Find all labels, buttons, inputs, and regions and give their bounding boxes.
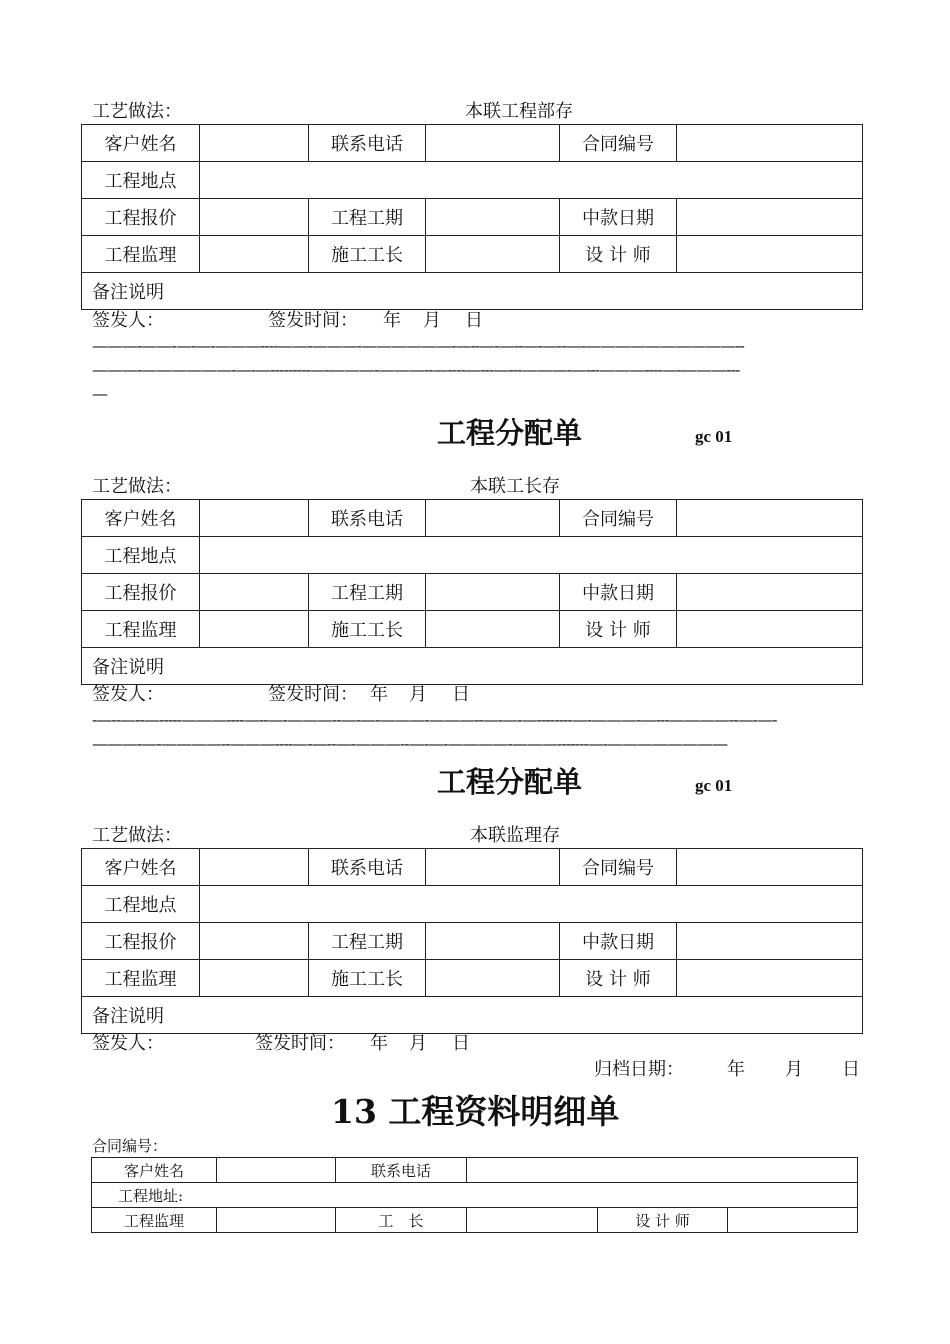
foreman-label: 施工工长 (309, 611, 426, 648)
quote-field[interactable] (200, 199, 309, 236)
mid-payment-date-label: 中款日期 (560, 923, 677, 960)
foreman-field[interactable] (426, 236, 560, 273)
month-label: 月 (409, 1033, 427, 1054)
contract-no-field[interactable] (677, 125, 863, 162)
designer-field[interactable] (677, 236, 863, 273)
form-code: gc 01 (695, 776, 733, 795)
foreman-field[interactable] (467, 1208, 598, 1233)
designer-label: 设 计 师 (560, 611, 677, 648)
copy-note: 本联工长存 (470, 476, 560, 497)
issue-time-label: 签发时间： (255, 1033, 345, 1054)
phone-field[interactable] (426, 849, 560, 886)
customer-name-label: 客户姓名 (82, 849, 200, 886)
assignment-table (81, 848, 863, 1034)
designer-field[interactable] (677, 611, 863, 648)
site-field[interactable] (200, 162, 863, 199)
assignment-table (81, 499, 863, 685)
assignment-table (81, 124, 863, 310)
cut-line: ———-——-—-—-———----——-———-——————-—--—-—--—-—--—-——————————-- (92, 336, 744, 355)
designer-label: 设 计 师 (560, 236, 677, 273)
quote-field[interactable] (200, 574, 309, 611)
year-label: 年 (370, 684, 388, 705)
customer-name-label: 客户姓名 (92, 1158, 217, 1183)
process-label: 工艺做法： (92, 476, 182, 497)
phone-field[interactable] (426, 500, 560, 537)
process-label: 工艺做法： (92, 825, 182, 846)
designer-field[interactable] (677, 960, 863, 997)
contract-no-label: 合同编号 (560, 125, 677, 162)
supervisor-label: 工程监理 (82, 960, 200, 997)
month-label: 月 (423, 310, 441, 331)
remarks-label[interactable]: 备注说明 (82, 273, 863, 310)
issue-time-label: 签发时间： (268, 684, 358, 705)
supervisor-field[interactable] (217, 1208, 336, 1233)
day-label: 日 (465, 310, 483, 331)
mid-payment-date-field[interactable] (677, 199, 863, 236)
contract-no-field[interactable] (677, 500, 863, 537)
foreman-field[interactable] (426, 611, 560, 648)
contract-no-field[interactable] (677, 849, 863, 886)
quote-label: 工程报价 (82, 923, 200, 960)
process-label: 工艺做法： (92, 101, 182, 122)
issue-time-label: 签发时间： (268, 310, 358, 331)
year-label: 年 (370, 1033, 388, 1054)
day-label: 日 (452, 684, 470, 705)
phone-label: 联系电话 (309, 849, 426, 886)
cut-line: — (92, 384, 107, 403)
foreman-label: 施工工长 (309, 960, 426, 997)
detail-title: 13 工程资料明细单 (331, 1092, 620, 1131)
site-label: 工程地点 (82, 886, 200, 923)
contract-no-label: 合同编号 (560, 500, 677, 537)
quote-field[interactable] (200, 923, 309, 960)
customer-name-field[interactable] (217, 1158, 336, 1183)
mid-payment-date-field[interactable] (677, 574, 863, 611)
mid-payment-date-label: 中款日期 (560, 199, 677, 236)
period-field[interactable] (426, 923, 560, 960)
period-label: 工程工期 (309, 923, 426, 960)
cut-line: -—--—--—-----———----—--—-———--—-—-———-———--—-—-—--------—-———-—---————--—-—- (92, 710, 777, 729)
mid-payment-date-field[interactable] (677, 923, 863, 960)
customer-name-label: 客户姓名 (82, 500, 200, 537)
archive-year-label: 年 (727, 1059, 745, 1080)
site-label: 工程地点 (82, 537, 200, 574)
supervisor-label: 工程监理 (82, 236, 200, 273)
archive-month-label: 月 (785, 1059, 803, 1080)
supervisor-label: 工程监理 (92, 1208, 217, 1233)
contract-no-label: 合同编号： (92, 1137, 168, 1155)
customer-name-label: 客户姓名 (82, 125, 200, 162)
phone-label: 联系电话 (336, 1158, 467, 1183)
foreman-label: 施工工长 (309, 236, 426, 273)
cut-line: ———-——————-—-—---------—-———-———--—----—---—---———-—---———----—-———--- (92, 360, 740, 379)
period-label: 工程工期 (309, 199, 426, 236)
phone-label: 联系电话 (309, 125, 426, 162)
supervisor-field[interactable] (200, 960, 309, 997)
form-title: 工程分配单 (437, 765, 583, 799)
detail-table (91, 1157, 858, 1233)
customer-name-field[interactable] (200, 125, 309, 162)
quote-label: 工程报价 (82, 574, 200, 611)
remarks-label[interactable]: 备注说明 (82, 648, 863, 685)
phone-label: 联系电话 (309, 500, 426, 537)
designer-label: 设 计 师 (598, 1208, 728, 1233)
phone-field[interactable] (467, 1158, 858, 1183)
remarks-label[interactable]: 备注说明 (82, 997, 863, 1034)
site-field[interactable] (200, 537, 863, 574)
supervisor-field[interactable] (200, 611, 309, 648)
designer-label: 设 计 师 (560, 960, 677, 997)
period-field[interactable] (426, 574, 560, 611)
designer-field[interactable] (728, 1208, 858, 1233)
copy-note: 本联工程部存 (465, 101, 573, 122)
issuer-label: 签发人： (92, 310, 164, 331)
issuer-label: 签发人： (92, 1033, 164, 1054)
year-label: 年 (383, 310, 401, 331)
quote-label: 工程报价 (82, 199, 200, 236)
foreman-field[interactable] (426, 960, 560, 997)
site-label: 工程地点 (82, 162, 200, 199)
form-code: gc 01 (695, 427, 733, 446)
period-field[interactable] (426, 199, 560, 236)
form-title: 工程分配单 (437, 416, 583, 450)
month-label: 月 (409, 684, 427, 705)
site-field[interactable] (200, 886, 863, 923)
day-label: 日 (452, 1033, 470, 1054)
cut-line: ———-—-————--———----—-—--—-———--—-—-————-———-------—-———————— (92, 734, 728, 753)
copy-note: 本联监理存 (470, 825, 560, 846)
contract-no-label: 合同编号 (560, 849, 677, 886)
archive-date-label: 归档日期： (594, 1059, 684, 1080)
mid-payment-date-label: 中款日期 (560, 574, 677, 611)
period-label: 工程工期 (309, 574, 426, 611)
customer-name-field[interactable] (200, 500, 309, 537)
supervisor-label: 工程监理 (82, 611, 200, 648)
phone-field[interactable] (426, 125, 560, 162)
issuer-label: 签发人： (92, 684, 164, 705)
foreman-label: 工 长 (336, 1208, 467, 1233)
archive-day-label: 日 (842, 1059, 860, 1080)
supervisor-field[interactable] (200, 236, 309, 273)
customer-name-field[interactable] (200, 849, 309, 886)
address-label[interactable]: 工程地址: (92, 1183, 858, 1208)
